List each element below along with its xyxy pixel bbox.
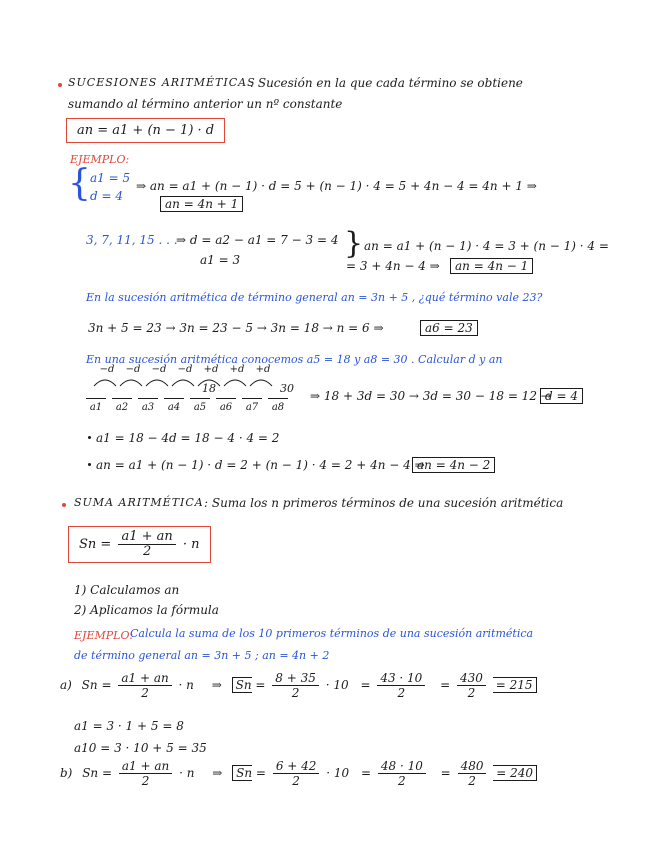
formula-sum-lhs: Sn = <box>79 537 112 552</box>
part-a-last-fraction: $\frac{430}{2}$ <box>457 671 486 700</box>
step-label: −d <box>125 364 141 375</box>
ex1-result-box: an = 4n + 1 <box>160 196 243 212</box>
formula-box-sum <box>68 526 211 563</box>
example-label: EJEMPLO: <box>70 153 130 166</box>
part-b-label: b) <box>60 766 73 780</box>
part-b-sn-open: Sn <box>232 765 252 781</box>
step-label: −d <box>177 364 193 375</box>
part-b-last-fraction: $\frac{480}{2}$ <box>458 759 487 788</box>
fraction-numerator: a1 + an <box>118 530 175 545</box>
question-1-result-box: a6 = 23 <box>420 320 478 336</box>
part-b-fraction: $\frac{a1 + an}{2}$ <box>119 759 172 788</box>
question-2-an-box: an = 4n − 2 <box>412 457 495 473</box>
ex1-work: ⇒ an = a1 + (n − 1) · d = 5 + (n − 1) · 4 = 5 + 4n − 4 = 4n + 1 ⇒ <box>136 179 537 193</box>
fraction-denominator: 2 <box>142 544 152 559</box>
term-label: a4 <box>167 402 181 413</box>
ex2-result <box>450 258 533 274</box>
section1-title: SUCESIONES ARITMÉTICAS <box>68 76 256 89</box>
arrow-icon: ⇒ <box>211 678 222 692</box>
bullet-icon <box>88 436 91 439</box>
part-b-sub-fraction: $\frac{6 + 42}{2}$ <box>273 759 320 788</box>
question-1-result <box>420 320 478 336</box>
question-2-a1: a1 = 18 − 4d = 18 − 4 · 4 = 2 <box>96 431 280 445</box>
step-label: −d <box>99 364 115 375</box>
question-1: En la sucesión aritmética de término general an = 3n + 5 , ¿qué término vale 23? <box>86 291 543 304</box>
term-label: a2 <box>115 402 129 413</box>
ex2-work-1: an = a1 + (n − 1) · 4 = 3 + (n − 1) · 4 = <box>364 239 609 253</box>
formula-sum-fraction <box>118 530 175 559</box>
ex2-d: ⇒ d = a2 − a1 = 7 − 3 = 4 <box>176 233 339 247</box>
part-a-label: a) <box>60 678 72 692</box>
part-b: b) Sn = $\frac{a1 + an}{2}$ · n ⇒ Sn = $\frac{6 + 42}{2}$ · 10 = $\frac{48 \cdot 10}{2}$ = $\frac{480}{2}$ = 240 <box>60 758 537 788</box>
term-label: a1 <box>89 402 103 413</box>
question-2-an: an = a1 + (n − 1) · d = 2 + (n − 1) · 4 = 2 + 4n − 4 ⇒ <box>96 458 425 472</box>
brace-icon: } <box>344 226 364 261</box>
ex2-a1: a1 = 3 <box>200 253 241 267</box>
example-text-2: de término general an = 3n + 5 ; an = 4n + 2 <box>74 649 330 662</box>
section1-definition-2: sumando al término anterior un nº constante <box>68 97 343 111</box>
arrow-icon: ⇒ <box>212 766 223 780</box>
part-a-result: = 215 <box>493 677 537 693</box>
formula-sum-rhs: · n <box>182 537 200 552</box>
question-2-d-box: d = 4 <box>540 388 583 404</box>
part-a-fraction: $\frac{a1 + an}{2}$ <box>118 671 171 700</box>
bullet-icon <box>62 503 66 507</box>
question-2-d-result <box>540 388 583 404</box>
part-a-mid-fraction: $\frac{43 \cdot 10}{2}$ <box>377 671 425 700</box>
section1-definition-1: : Sucesión en la que cada término se obtiene <box>250 76 523 90</box>
example-label-2: EJEMPLO: <box>74 629 134 642</box>
a10-calc: a10 = 3 · 10 + 5 = 35 <box>74 741 207 755</box>
known-value-a8: 30 <box>280 382 294 395</box>
question-2-work: ⇒ 18 + 3d = 30 → 3d = 30 − 18 = 12 → <box>310 389 551 403</box>
part-b-result: = 240 <box>493 765 537 781</box>
step-2: 2) Aplicamos la fórmula <box>74 603 219 617</box>
sequence-diagram <box>86 362 306 420</box>
formula-box-general-term: an = a1 + (n − 1) · d <box>66 118 225 143</box>
ex2-result-box: an = 4n − 1 <box>450 258 533 274</box>
step-label: +d <box>203 364 219 375</box>
question-2: En una sucesión aritmética conocemos a5 = 18 y a8 = 30 . Calcular d y an <box>86 353 503 366</box>
step-label: +d <box>255 364 271 375</box>
a1-calc: a1 = 3 · 1 + 5 = 8 <box>74 719 184 733</box>
ex1-given-d: d = 4 <box>90 189 123 203</box>
step-1: 1) Calculamos an <box>74 583 180 597</box>
part-a-sn: Sn <box>81 678 98 692</box>
arc-arrows <box>86 372 306 392</box>
example-text-1: Calcula la suma de los 10 primeros términos de una sucesión aritmética <box>130 627 534 640</box>
term-label: a5 <box>193 402 207 413</box>
ex1-given-a1: a1 = 5 <box>90 171 131 185</box>
term-label: a3 <box>141 402 155 413</box>
step-label: −d <box>151 364 167 375</box>
term-label: a7 <box>245 402 259 413</box>
ex2-work-2: = 3 + 4n − 4 ⇒ <box>346 259 440 273</box>
bullet-icon <box>88 463 91 466</box>
section2-definition: : Suma los n primeros términos de una sucesión aritmética <box>204 496 564 510</box>
step-label: +d <box>229 364 245 375</box>
known-value-a5: 18 <box>202 382 216 395</box>
part-a-sub-fraction: $\frac{8 + 35}{2}$ <box>272 671 319 700</box>
term-label: a8 <box>271 402 285 413</box>
ex1-result <box>160 196 243 212</box>
term-label: a6 <box>219 402 233 413</box>
part-b-sn: Sn <box>82 766 99 780</box>
ex2-sequence: 3, 7, 11, 15 . . . <box>86 233 178 247</box>
brace-icon: { <box>68 163 91 204</box>
bullet-icon <box>58 83 62 87</box>
section2-title: SUMA ARITMÉTICA <box>74 496 204 509</box>
part-a: a) Sn = $\frac{a1 + an}{2}$ · n ⇒ Sn = $\frac{8 + 35}{2}$ · 10 = $\frac{43 \cdot 10}{2}$ = $\frac{430}{2}$ = 215 <box>60 670 537 700</box>
part-a-sn-open: Sn <box>232 677 252 693</box>
part-b-mid-fraction: $\frac{48 \cdot 10}{2}$ <box>378 759 426 788</box>
question-1-work: 3n + 5 = 23 → 3n = 23 − 5 → 3n = 18 → n = 6 ⇒ <box>88 321 384 335</box>
question-2-an-result <box>412 457 495 473</box>
